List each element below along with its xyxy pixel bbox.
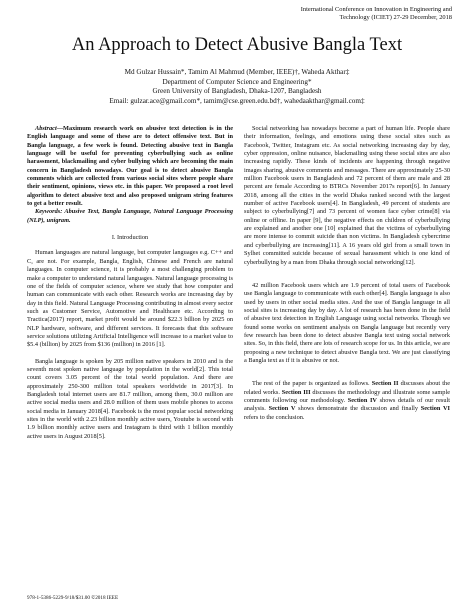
affiliation-department: Department of Computer Science and Engineering* <box>162 77 312 86</box>
keywords: Keywords: Abusive Text, Bangla Language, Natural Language Processing (NLP), unigram. <box>27 208 233 224</box>
paragraph: 42 million Facebook users which are 1.9 percent of total users of Facebook use Bangla language to communicate with each other[4]. Bangla language is also used by users in other social media sites. And the use of Bangla language in all social sites is increasing day by day. A lot of research has been done in the field of abusive text detection in English Language using social networks. Though we found some works on sentiment analysis on Bangla language but recently very few research has been done to detect abusive Bangla text using social network sites. So, in this field, there are lots of research scope for us. In this article, we are proposing a new technique to detect abusive Bangla text. We are just classifying a Bangla text as if it is abusive or not. <box>244 281 450 364</box>
right-column <box>244 125 450 422</box>
author-emails: Email: gulzar.ace@gmail.com*, tamim@cse.green.edu.bd†, wahedaakthar@gmail.com‡ <box>109 96 365 105</box>
section-heading-introduction: I. Introduction <box>111 234 149 242</box>
abstract-text: —Maximum research work on abusive text detection is in the English language and some of these are to detect offensive text. But in Bangla language, a few work is found. Detecting abusive text in Bangla language will be useful for preventing cyberbullying such as online harassment, blackmailing and cyber bullying which are becoming the main concern in Bangladesh nowadays. Our goal is to detect abusive Bangla comments which are collected from various social sites where people share their sentiment, opinions, views etc. in this paper. We proposed a root level algorithm to detect abusive text and also proposed unigram string features to get a better result. <box>27 125 233 208</box>
left-column <box>27 125 233 441</box>
section-ref: Section III <box>281 388 311 396</box>
section-ref: Section VI <box>420 405 450 413</box>
section-ref: Section II <box>371 380 399 388</box>
affiliation-university: Green University of Bangladesh, Dhaka-1207, Bangladesh <box>152 87 322 96</box>
conference-header <box>192 6 452 22</box>
abstract-lead: Abstract <box>35 125 57 132</box>
author-names: Md Gulzar Hussain*, Tamim Al Mahmud (Member, IEEE)†, Waheda Akthar‡ <box>124 68 350 76</box>
section-ref: Section V <box>268 405 296 413</box>
conference-line-2: Technology (ICIET) 27-29 December, 2018 <box>339 14 452 21</box>
paper-title: An Approach to Detect Abusive Bangla Text <box>71 35 403 55</box>
paper-organization-paragraph: The rest of the paper is organized as follows. Section II discusses about the related works. Section III discusses the methodology and illustrate some sample comments following our methodology. Section IV shows details of our result analysis. Section V shows demonstrate the discussion and finally Section VI refers to the conclusion. <box>244 380 450 421</box>
paragraph: Bangla language is spoken by 205 million native speakers in 2010 and is the seventh most spoken native language by population in the world[2]. This total count covers 3.05 percent of the total world population. And there are approximately 250-300 million total speakers worldwide in 2017[3]. In Bangladesh total internet users are 81.7 million, among them, 30.0 million are active social media users and 28.0 million of them uses mobile phones to access social media in January 2018[4]. Facebook is the most popular social networking sites in the world with 2.23 billion monthly active users, Youtube is second with 1.9 billion monthly active users and Instagram is third with 1 billion monthly active users in August 2018[5]. <box>27 357 233 440</box>
copyright-footer: 978-1-5386-5229-9/18/$31.00 ©2018 IEEE <box>27 595 119 601</box>
paragraph: Human languages are natural language, but computer languages e.g. C++ and C, are not. For example, Bangla, English, Chinese and French are natural languages. In computer science, it is probably a most challenging problem to make a computer to understand natural languages. Natural language processing is one of the fields of computer science, where we study that how computer and human can communicate with each other. Research works are increasing day by day in this field. Natural Language Processing contributing in almost every sector such as Customer Service, Automotive and Healthcare etc. According to Tractica(2017) report, market profit would be around $22.3 billion by 2025 on NLP hardware, software, and different services. It forecasts that this software service solutions utilizing Artificial Intelligence will increase to a market value to $5.4 (billion) by 2025 from $136 (million) in 2016 [1]. <box>27 249 233 349</box>
abstract <box>27 125 233 208</box>
author-block <box>0 68 474 106</box>
conference-line-1: International Conference on Innovation in Engineering and <box>300 6 452 13</box>
section-ref: Section IV <box>347 396 377 404</box>
paragraph: Social networking has nowadays become a part of human life. People share their information, feelings, and emotions using these social sites such as Facebook, Twitter, Instagram etc. As social networking increasing day by day, cyber oppression, online nuisance, blackmailing using these social sites are also increasing rapidly. These kinds of incidents are happening through negative images sharing, abusive comments and messages. There are approximately 25-30 million Facebook users in Bangladesh and 72 percent of them are male and 28 percent are female According to BTRCs November 2017s report[6]. In January 2018, among all the cities in the world Dhaka ranked second with the largest number of active Facebook users[4]. In Bangladesh, 49 percent of students are subject to cyberbullying[7] and 73 percent of women face cyber crime[8] via online or offline. In paper [9], the negative effects on children of cyberbullying are explained and another one [10] explained that the victims of cyberbullying are more intense to commit suicide than non victims. In Bangladesh cybercrime and cyberbullying are increasing[11]. A 16 years old girl from a small town in Sylhet committed suicide because of sexual harassment which is one kind of cyberbullying by a man from Dhaka through social networking[12]. <box>244 125 450 266</box>
